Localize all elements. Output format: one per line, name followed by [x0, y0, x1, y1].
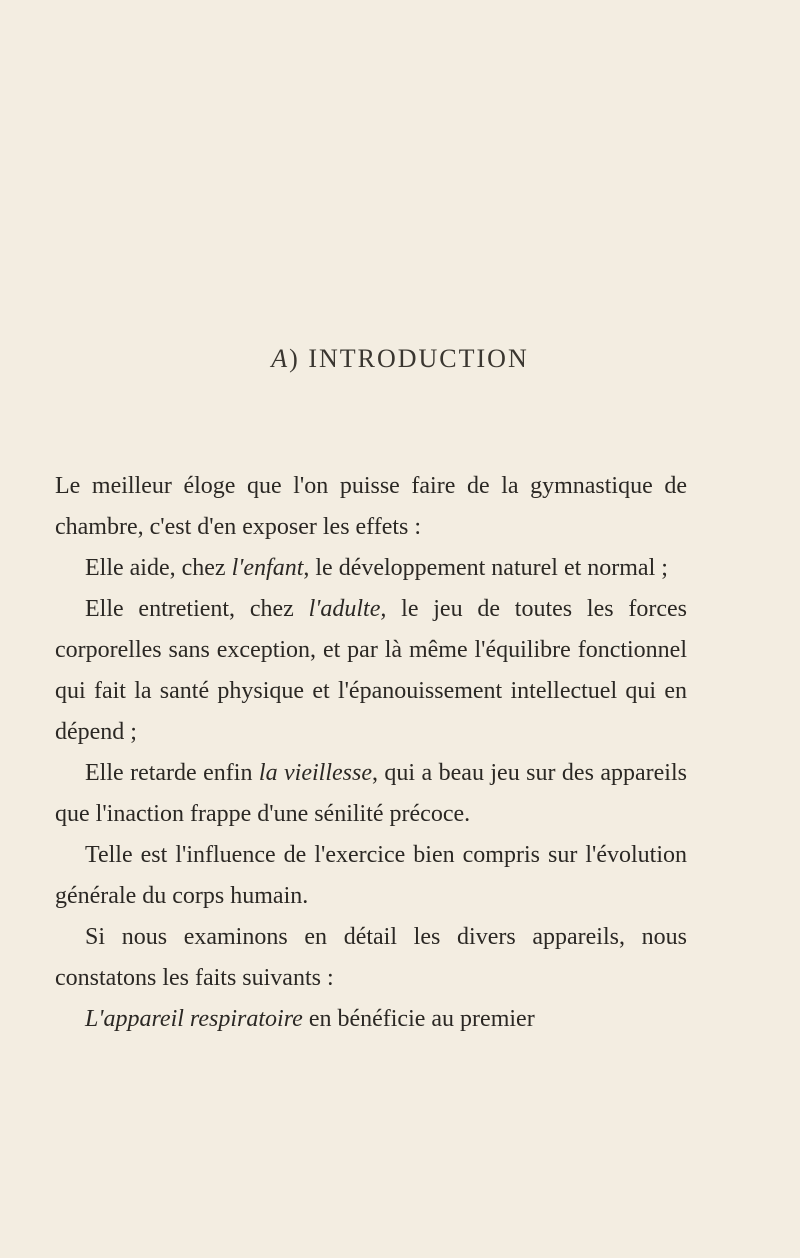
paragraph-text: en bénéficie au premier	[302, 1006, 535, 1032]
paragraph-intro	[55, 466, 687, 548]
paragraph-examen	[55, 917, 687, 999]
body-text	[55, 466, 687, 1040]
paragraph-text: Si nous examinons en détail les divers appareils, nous constatons les faits suivants :	[55, 924, 687, 991]
paragraph-text: Le meilleur éloge que l'on puisse faire de la gymnastique de chambre, c'est d'en exposer les effets :	[55, 473, 687, 540]
paragraph-text: Elle retarde enfin	[85, 760, 259, 786]
paragraph-respiratoire	[55, 999, 687, 1040]
section-title: INTRODUCTION	[308, 344, 529, 373]
italic-term: l'adulte,	[308, 596, 387, 622]
italic-term: l'enfant	[231, 555, 304, 581]
paragraph-text: Telle est l'influence de l'exercice bien compris sur l'évolution générale du corps humain.	[55, 842, 687, 909]
paragraph-text: Elle aide, chez	[85, 555, 232, 581]
paragraph-text: , le développement naturel et normal ;	[303, 555, 668, 581]
italic-term: L'appareil respiratoire	[85, 1006, 303, 1032]
paragraph-adulte	[55, 589, 687, 753]
paragraph-text: Elle entretient, chez	[85, 596, 309, 622]
italic-term: la vieillesse	[258, 760, 372, 786]
section-heading	[0, 344, 800, 374]
paragraph-vieillesse	[55, 753, 687, 835]
section-paren: )	[289, 344, 300, 373]
paragraph-text: , qui a beau jeu sur des appareils que l'inaction frappe d'une sénilité précoce.	[55, 760, 687, 827]
paragraph-text: le jeu de toutes les forces corporelles sans exception, et par là même l'équilibre fonctionnel qui fait la santé physique et l'épanouissement intellectuel qui en dépend ;	[55, 596, 687, 745]
section-letter: A	[271, 344, 290, 373]
paragraph-enfant	[55, 548, 687, 589]
paragraph-influence	[55, 835, 687, 917]
